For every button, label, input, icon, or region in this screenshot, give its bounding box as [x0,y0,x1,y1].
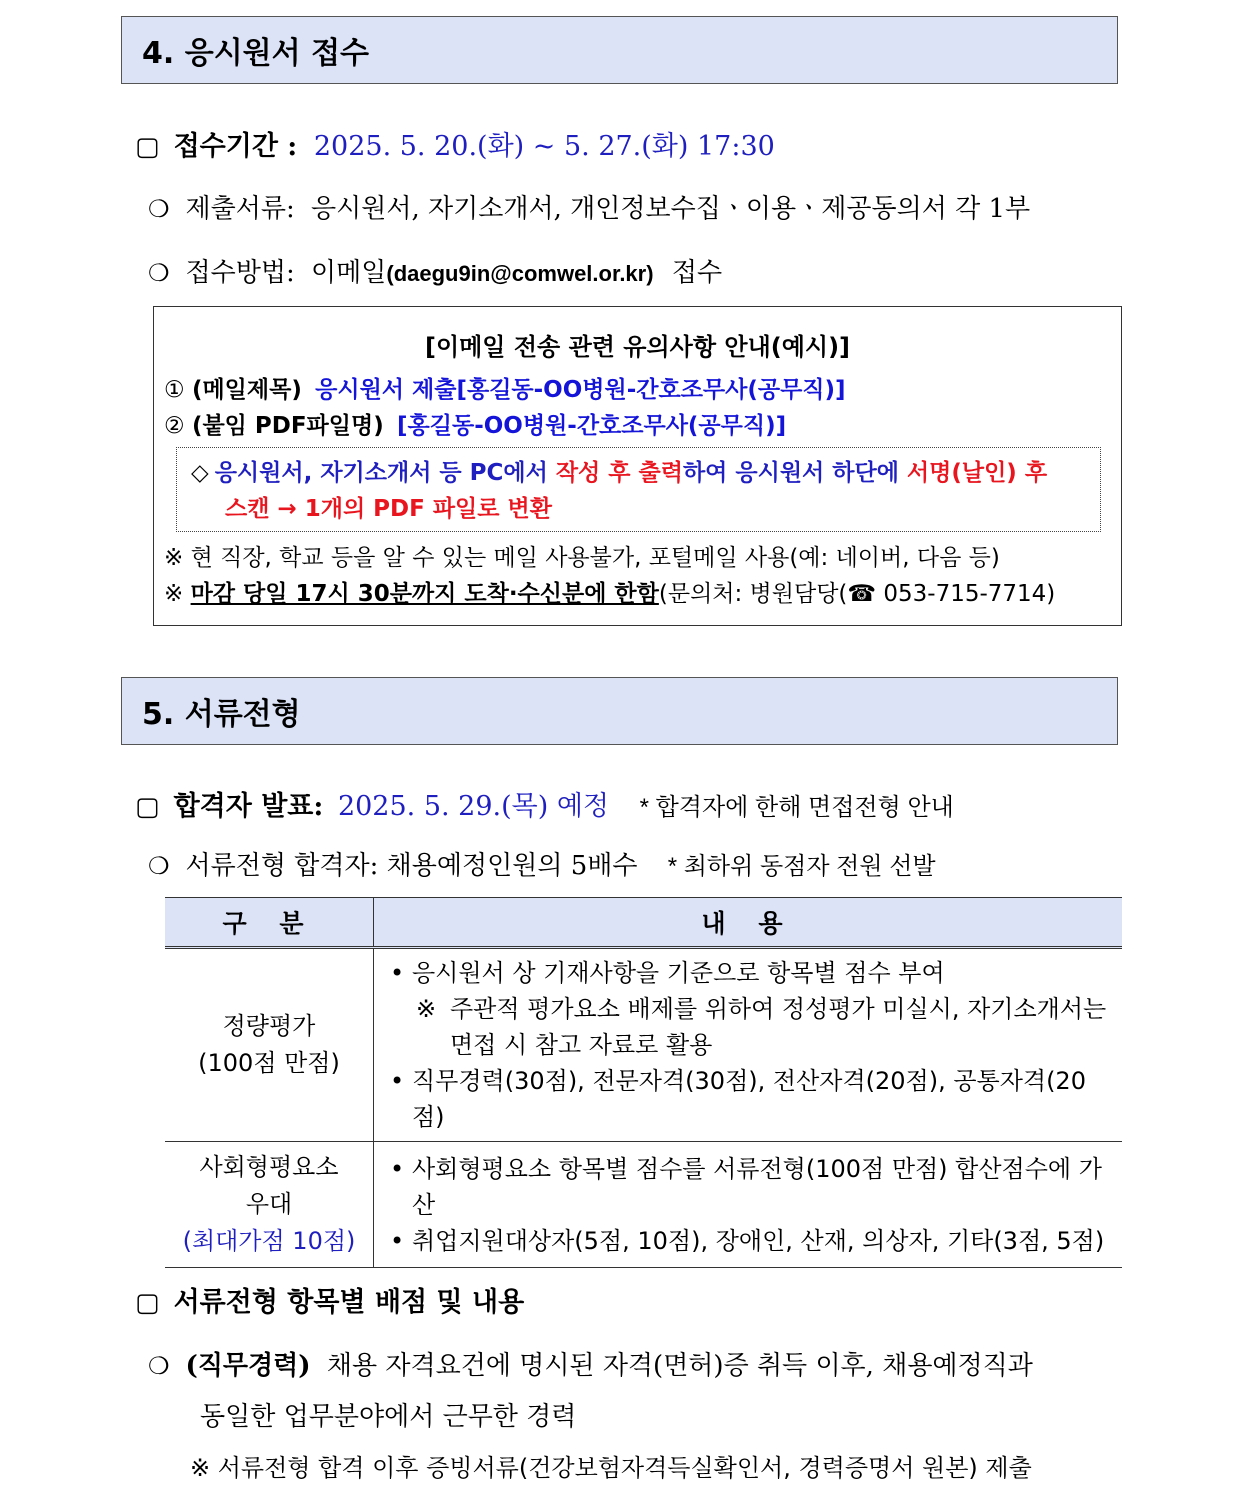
notice-title: [이메일 전송 관련 유의사항 안내(예시)] [424,333,851,361]
row-content [374,1142,1123,1268]
category-name: 정량평가 [222,1012,316,1040]
reference-mark-icon: ※ [164,581,184,607]
career-note: ※ 서류전형 합격 이후 증빙서류(건강보험자격득실확인서, 경력증명서 원본) 제출 [190,1454,1032,1482]
section-4-header [121,16,1118,84]
period-line [135,124,775,163]
bullet-icon: • [390,1154,405,1183]
passers-text: 서류전형 합격자: 채용예정인원의 5배수 [185,851,638,881]
circle-bullet-icon: ❍ [148,852,170,880]
method-label: 접수방법: [185,258,295,288]
section-4-title: 4. 응시원서 접수 [142,36,370,71]
notice-item-2 [164,407,786,440]
row-content [374,948,1123,1142]
documents-label: 제출서류: [185,194,295,224]
section-5-header [121,677,1118,745]
list-item-text: 취업지원대상자(5점, 10점), 장애인, 산재, 의상자, 기타(3점, 5점) [412,1226,1105,1255]
category-max: (최대가점 10점) [182,1227,356,1255]
method-prefix: 이메일 [311,258,387,288]
notice-item-2-value: [홍길동-OO병원-간호조무사(공무직)] [397,413,787,439]
email-notice-box [153,306,1122,626]
scoring-title: 서류전형 항목별 배점 및 내용 [173,1287,525,1318]
career-label: (직무경력) [185,1351,311,1381]
tip-part-b: 작성 후 출력 [555,460,683,486]
circled-two-icon: ② [164,413,185,439]
header-category: 구 분 [165,898,374,948]
screening-criteria-table [165,897,1122,1268]
email-address: (daegu9in@comwel.or.kr) [386,261,654,286]
row-category [165,948,374,1142]
table-header-row [165,898,1122,948]
section-5-title: 5. 서류전형 [142,697,301,732]
notice-item-1 [164,371,846,404]
circle-bullet-icon: ❍ [148,1352,170,1380]
passers-note: * 최하위 동점자 전원 선발 [667,853,936,880]
category-max: (100점 만점) [198,1049,340,1077]
notice-warning-2 [164,575,1055,608]
method-line [148,252,722,289]
list-item [390,955,1112,991]
announce-line [135,784,954,823]
circled-one-icon: ① [164,377,185,403]
category-name-2: 우대 [245,1190,293,1218]
documents-line [148,188,1030,225]
list-note-text: 주관적 평가요소 배제를 위하여 정성평가 미실시, 자기소개서는 면접 시 참고 자료로 활용 [450,995,1107,1059]
notice-item-2-label: (붙임 PDF파일명) [191,413,384,439]
table-row [165,948,1122,1142]
announce-label: 합격자 발표: [173,791,324,822]
checkbox-square-icon: ▢ [135,132,160,162]
pdf-tip-box [176,447,1101,532]
pdf-tip-line-1 [191,454,1047,487]
list-item-text: 직무경력(30점), 전문자격(30점), 전산자격(20점), 공통자격(20점) [412,1067,1086,1131]
notice-warning-1: ※ 현 직장, 학교 등을 알 수 있는 메일 사용불가, 포털메일 사용(예: 네이버, 다음 등) [164,545,1000,571]
table-row [165,1142,1122,1268]
list-item [390,1223,1112,1259]
tip-part-a: 응시원서, 자기소개서 등 PC에서 [214,460,556,486]
bullet-icon: • [390,959,405,987]
header-content: 내 용 [374,898,1123,948]
list-item [390,1063,1112,1135]
bullet-icon: • [390,1226,405,1255]
checkbox-square-icon: ▢ [135,1288,160,1318]
passers-line [148,845,936,882]
period-value: 2025. 5. 20.(화) ~ 5. 27.(화) 17:30 [313,131,775,162]
notice-item-1-value: 응시원서 제출[홍길동-OO병원-간호조무사(공무직)] [315,377,846,403]
announce-value: 2025. 5. 29.(목) 예정 [337,791,610,822]
documents-value: 응시원서, 자기소개서, 개인정보수집ㆍ이용ㆍ제공동의서 각 1부 [311,194,1031,224]
list-item-text: 사회형평요소 항목별 점수를 서류전형(100점 만점) 합산점수에 가산 [412,1154,1102,1219]
list-item [390,1151,1112,1223]
checkbox-square-icon: ▢ [135,792,160,822]
period-label: 접수기간 : [173,131,298,162]
notice-item-1-label: (메일제목) [191,377,302,403]
scoring-heading [135,1280,524,1319]
row-category [165,1142,374,1268]
method-suffix: 접수 [671,258,723,288]
announce-note: * 합격자에 한해 면접전형 안내 [639,794,954,821]
category-name: 사회형평요소 [199,1153,339,1181]
tip-part-e: 스캔 → 1개의 PDF 파일로 변환 [225,496,552,522]
bullet-icon: • [390,1067,405,1095]
list-item-text: 응시원서 상 기재사항을 기준으로 항목별 점수 부여 [412,959,945,987]
diamond-icon: ◇ [191,460,209,486]
reference-mark-icon: ※ [416,995,437,1023]
deadline-text: 마감 당일 17시 30분까지 도착·수신분에 한함 [190,581,659,607]
career-line-1 [148,1345,1033,1382]
career-text-1: 채용 자격요건에 명시된 자격(면허)증 취득 이후, 채용예정직과 [326,1351,1033,1381]
contact-text: (문의처: 병원담당(☎ 053-715-7714) [658,581,1056,607]
list-note [390,991,1112,1063]
tip-part-d: 서명(날인) 후 [906,460,1048,486]
circle-bullet-icon: ❍ [148,195,170,223]
career-text-2: 동일한 업무분야에서 근무한 경력 [200,1402,577,1432]
tip-part-c: 하여 응시원서 하단에 [682,460,907,486]
circle-bullet-icon: ❍ [148,259,170,287]
